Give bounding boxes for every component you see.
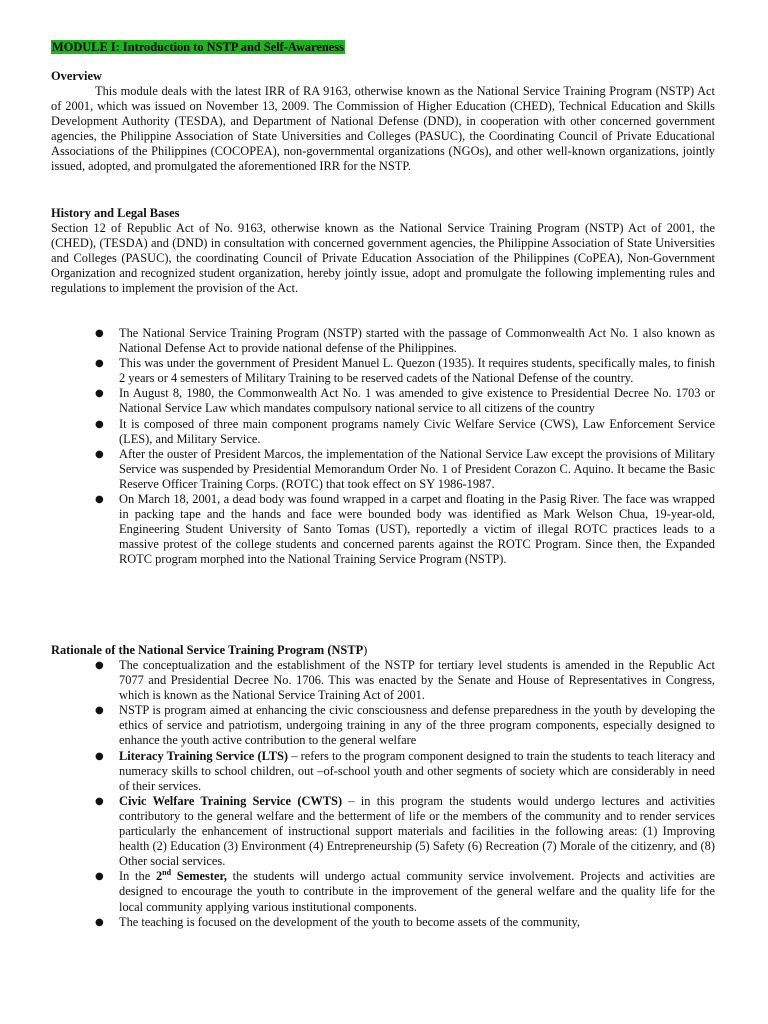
list-item: ● It is composed of three main component programs namely Civic Welfare Service (CWS), Law Enforcement Service (LES), and Military Service. — [95, 416, 715, 446]
bullet-icon: ● — [95, 750, 104, 762]
list-item: ● The conceptualization and the establishment of the NSTP for tertiary level students is amended in the Republic Act 7077 and Presidential Decree No. 1706. This was enacted by the Senate and House of Representatives in Congress, which is known as the National Service Training Act of 2001. — [95, 658, 715, 703]
list-item: ● In the 2nd Semester, the students will undergo actual community service involvement. Projects and activities are designed to encourage the youth to contribute in the improvement of the general welfare and the quality life for the local community applying various institutional components. — [95, 868, 716, 914]
bullet-icon: ● — [95, 871, 104, 883]
list-item: ● NSTP is program aimed at enhancing the civic consciousness and defense preparedness in the youth by developing the ethics of service and patriotism, undergoing training in any of the three program components, especially designed to enhance the youth active contribution to the general welfare — [95, 703, 715, 748]
bullet-icon: ● — [95, 418, 104, 430]
bullet-icon: ● — [95, 705, 104, 717]
list-item: ● On March 18, 2001, a dead body was found wrapped in a carpet and floating in the Pasig River. The face was wrapped in packing tape and the hands and face were bounded body was identified as Mark Welson Chua, 19-year-old, Engineering Student University of Santo Tomas (UST), reportedly a victim of illegal ROTC practices leads to a massive protest of the college students and concerned parents against the ROTC Program. Since then, the Expanded ROTC program morphed into the National Training Service Program (NSTP). — [95, 492, 715, 567]
bullet-icon: ● — [95, 358, 104, 370]
history-paragraph: Section 12 of Republic Act of No. 9163, otherwise known as the National Service Training Program (NSTP) Act of 2001, the (CHED), (TESDA) and (DND) in consultation with concerned government agencies, the Philippine Association of State Universities and Colleges (PASUC), the coordinating Council of Private Education Association of the Philippines (CoPEA), Non-Government Organization and recognized student organization, hereby jointly issue, adopt and promulgate the following implementing rules and regulations to implement the provision of the Act. — [51, 221, 715, 296]
list-item: ● The National Service Training Program (NSTP) started with the passage of Commonwealth Act No. 1 also known as National Defense Act to provide national defense of the Philippines. — [95, 326, 715, 356]
overview-text: This module deals with the latest IRR of RA 9163, otherwise known as the National Service Training Program (NSTP) Act of 2001, which was issued on November 13, 2009. The Commission of Higher Education (CHED), Technical Education and Skills Development Authority (TESDA), and Department of National Defense (DND), in cooperation with other concerned government agencies, the Philippine Association of State Universities and Colleges (PASUC), the Coordinating Council of Private Educational Associations of the Philippines (COCOPEA), non-governmental organizations (NGOs), and other well-known organizations, jointly issued, adopted, and promulgated the aforementioned IRR for the NSTP. — [51, 84, 715, 174]
rationale-heading: Rationale of the National Service Training Program (NSTP) — [51, 643, 368, 657]
overview-paragraph — [51, 84, 715, 175]
bullet-icon: ● — [95, 388, 104, 400]
list-item: ● The teaching is focused on the development of the youth to become assets of the community, — [95, 914, 580, 929]
bullet-icon: ● — [95, 916, 104, 928]
list-item: ● In August 8, 1980, the Commonwealth Act No. 1 was amended to give existence to Presidential Decree No. 1703 or National Service Law which mandates compulsory national service to all citizens of the country — [95, 386, 715, 416]
list-item: ● This was under the government of President Manuel L. Quezon (1935). It requires students, specifically males, to finish 2 years or 4 semesters of Military Training to be reserved cadets of the National Defense of the country. — [95, 356, 715, 386]
history-heading: History and Legal Bases — [51, 206, 180, 220]
cwts-label: Civic Welfare Training Service (CWTS) — [119, 793, 343, 808]
rationale-bullet-list — [51, 658, 715, 930]
list-item: ● After the ouster of President Marcos, the implementation of the National Service Law except the provisions of Military Service was suspended by Presidential Memorandum Order No. 1 of President Corazon C. Aquino. It became the Basic Reserve Officer Training Corps. (ROTC) that took effect on SY 1986-1987. — [95, 446, 715, 491]
list-item: ● Civic Welfare Training Service (CWTS) – in this program the students would undergo lectures and activities contributory to the general welfare and the betterment of life or the members of the community and to render services particularly the enhancement of instructional support materials and facilities in the following areas: (1) Improving health (2) Education (3) Environment (4) Entrepreneurship (5) Safety (6) Recreation (7) Morale of the citizenry, and (8) Other social services. — [95, 793, 715, 869]
history-bullet-list — [51, 326, 715, 568]
bullet-icon: ● — [95, 448, 104, 460]
bullet-icon: ● — [95, 494, 104, 506]
list-item: ● Literacy Training Service (LTS) – refers to the program component designed to train the students to teach literacy and numeracy skills to school children, out –of-school youth and other segments of society which are considerably in need of their services. — [95, 748, 715, 793]
overview-heading: Overview — [51, 69, 102, 83]
lts-label: Literacy Training Service (LTS) — [119, 748, 289, 763]
module-title: MODULE I: Introduction to NSTP and Self-Awareness — [52, 40, 344, 54]
bullet-icon: ● — [95, 328, 104, 339]
bullet-icon: ● — [95, 660, 104, 671]
bullet-icon: ● — [95, 795, 104, 807]
